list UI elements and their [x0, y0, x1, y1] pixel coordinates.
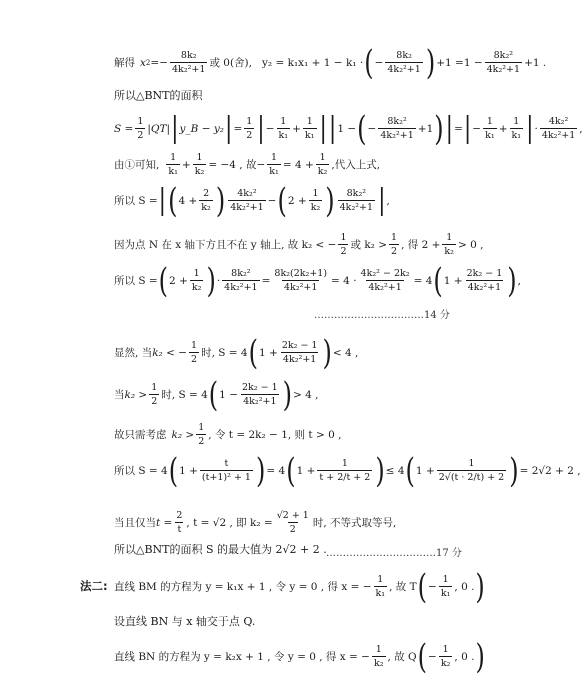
equality-condition-line: 当且仅当 t = $\frac{2}{t}$ , t = √2 , 即 k₂ = $\frac{√2 + 1}{2}$ 时, 不等式取等号, — [114, 510, 397, 535]
frac-8k2: $\frac{\text{8k₂}}{\text{4k₂²+1}}$ — [172, 50, 206, 75]
score-14: ……………………………14 分 — [314, 310, 450, 321]
var-x2: x — [140, 56, 146, 69]
frac-8k2-b: $\frac{\text{8k₂}}{\text{4k₂²+1}}$ — [387, 50, 421, 75]
text-or: 或 0(舍), — [209, 57, 252, 69]
qt-length: |QT| — [147, 122, 171, 135]
text-prefix: 解得 — [114, 57, 135, 69]
text-from-1: 由①可知, — [114, 159, 160, 171]
minus: − — [159, 56, 169, 69]
substitution-line: 故只需考虑 k₂ > $\frac{1}{2}$ , 令 t = 2k₂ − 1, 则 t > 0 , — [114, 422, 342, 447]
method-two-label: 法二: — [80, 579, 108, 593]
simplified-s-line: 所以 S = ( 2 + $\frac{1}{\text{k₂}}$ ) · $\frac{\text{8k₂²}}{\text{4k₂²+1}}$ = $\frac{\text{8k₂(2k₂+1)}}{\text{4k₂²+1}}$ = 4 · $\frac{\text{4k₂² − 2k₂}}{\text{4k₂²+1}}$ = 4 ( 1 + $\frac{\text{2k₂ − 1}}{\text{4k₂²+1}}$ ) , — [114, 260, 521, 301]
y2-expr: y₂ = k₁x₁ + 1 − k₁ · — [262, 56, 364, 69]
line-bn-equation: 直线 BN 的方程为 y = k₂x + 1 , 令 y = 0 , 得 x = − $\frac{1}{\text{k₂}}$ , 故 Q ( − $\frac{1}{\text{k₂}}$ , 0 . ) — [114, 636, 485, 677]
max-area-line: 所以△BNT的面积 S 的最大值为 2√2 + 2 . — [114, 543, 327, 556]
equals: = — [150, 56, 160, 69]
solve-x2-line: 解得 x 2 = − $\frac{\text{8k₂}}{\text{4k₂²+1}}$ 或 0(舍), y₂ = k₁x₁ + 1 − k₁ · ( − $\frac{\text{8k₂}}{\text{4k₂²+1}}$ ) +1 = 1 − $\frac{\text{8k₂²}}{\text{4k₂²+1}}$ +1 . — [114, 42, 547, 83]
s-equals: S = — [114, 122, 134, 135]
frac-8k2sq: $\frac{\text{8k₂²}}{\text{4k₂²+1}}$ — [486, 50, 521, 75]
score-17: ……………………………17 分 — [326, 548, 462, 559]
area-formula-line: S = $\frac{1}{2}$ |QT| | y_B − y₂ | = $\frac{1}{2}$ | − $\frac{1}{\text{k₁}}$ + $\frac{1}{\text{k₁}}$ | | 1 − ( − $\frac{\text{8k₂²}}{\text{4k₂²+1}}$ +1 ) | = | − $\frac{1}{\text{k₁}}$ + $\frac{1}{\text{k₁}}$ | · $\frac{\text{4k₂²}}{\text{4k₂²+1}}$ , — [114, 108, 583, 149]
plus-one: +1 = — [436, 56, 464, 69]
relation-line: 由①可知, $\frac{1}{\text{k₁}}$ + $\frac{1}{\text{k₂}}$ = −4 , 故 − $\frac{1}{\text{k₁}}$ = 4 + $\frac{1}{\text{k₂}}$ ,代入上式, — [114, 152, 381, 177]
case-positive-line: 当 k₂ > $\frac{1}{2}$ 时, S = 4 ( 1 − $\frac{\text{2k₂ − 1}}{\text{4k₂²+1}}$ ) > 4 , — [114, 374, 319, 415]
intersection-q-line: 设直线 BN 与 x 轴交于点 Q. — [114, 615, 256, 628]
area-heading: 所以△BNT的面积 — [114, 89, 203, 102]
condition-line: 因为点 N 在 x 轴下方且不在 y 轴上, 故 k₂ < − $\frac{1}{2}$ 或 k₂ > $\frac{1}{2}$ , 得 2 + $\frac{1}{\text{k₂}}$ > 0 , — [114, 232, 484, 257]
substituted-s-line: 所以 S = | ( 4 + $\frac{2}{\text{k₂}}$ ) $\frac{\text{4k₂²}}{\text{4k₂²+1}}$ − ( 2 + $\frac{1}{\text{k₂}}$ ) $\frac{\text{8k₂²}}{\text{4k₂²+1}}$ | , — [114, 180, 390, 221]
case-negative-line: 显然, 当 k₂ < − $\frac{1}{2}$ 时, S = 4 ( 1 + $\frac{\text{2k₂ − 1}}{\text{4k₂²+1}}$ ) < 4 , — [114, 332, 359, 373]
yb-minus-y2: y_B − y₂ — [179, 122, 225, 135]
inequality-line: 所以 S = 4 ( 1 + $\frac{t}{\text{(t+1)² + 1}}$ ) = 4 ( 1 + $\frac{1}{t + 2/t + 2}$ ) ≤ 4 ( 1 + $\frac{1}{2√(t \cdot 2/t) + 2}$ ) = 2√2 + 2 , — [114, 450, 581, 491]
end-text: +1 . — [524, 56, 547, 69]
line-bm-equation: 直线 BM 的方程为 y = k₁x + 1 , 令 y = 0 , 得 x = − $\frac{1}{\text{k₁}}$ , 故 T ( − $\frac{1}{\text{k₁}}$ , 0 . ) — [114, 566, 485, 607]
